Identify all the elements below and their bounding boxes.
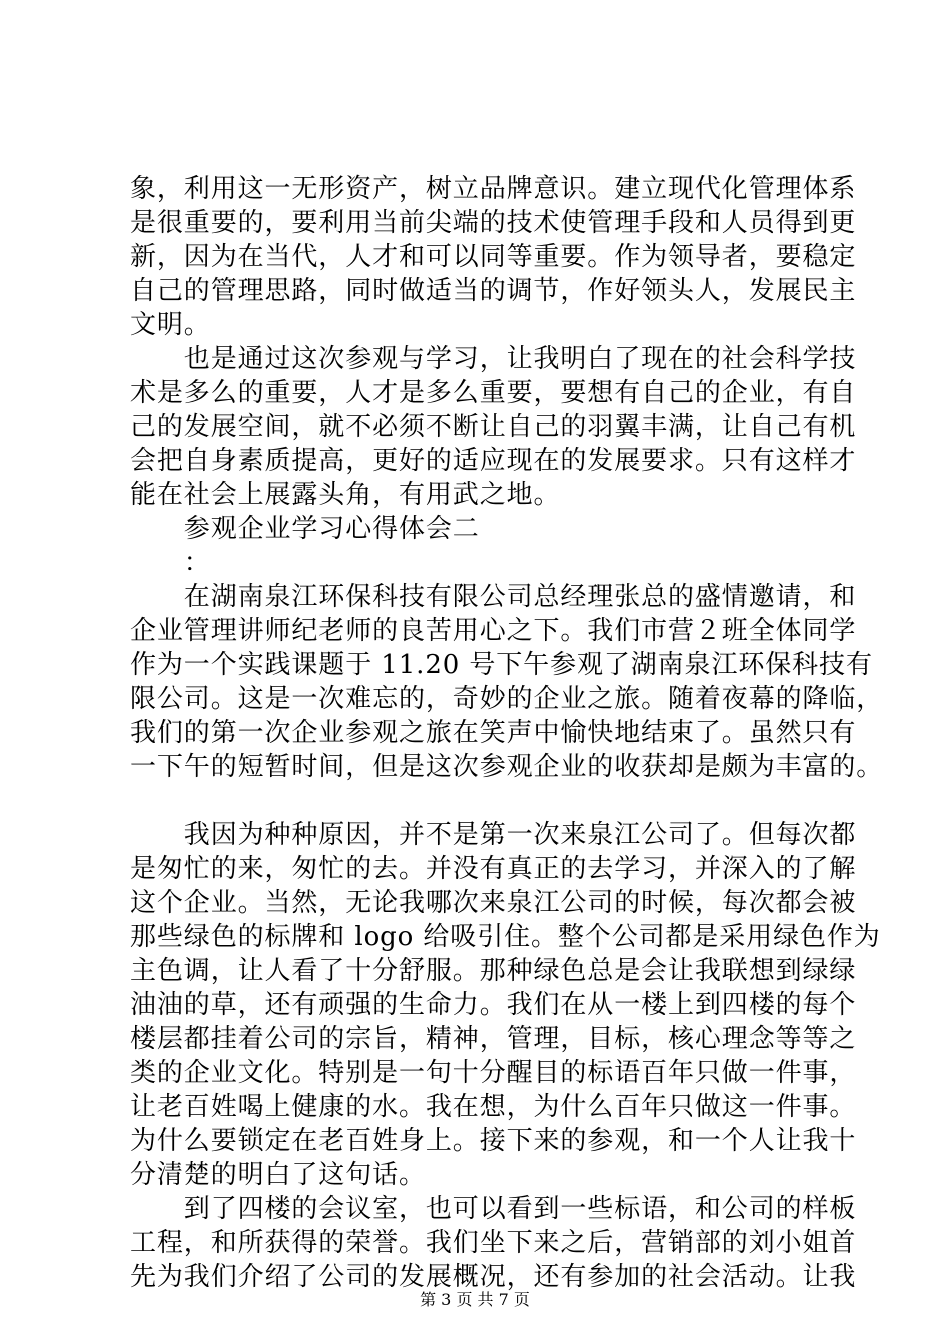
section-heading-colon: ： — [130, 548, 211, 578]
text-line: 我因为种种原因，并不是第一次来泉江公司了。但每次都 — [130, 820, 857, 850]
text-line: 工程，和所获得的荣誉。我们坐下来之后，营销部的刘小姐首 — [130, 1228, 857, 1258]
text-line: 分清楚的明白了这句话。 — [130, 1160, 426, 1190]
text-line: 我们的第一次企业参观之旅在笑声中愉快地结束了。虽然只有 — [130, 718, 857, 748]
text-line: 让老百姓喝上健康的水。我在想，为什么百年只做这一件事。 — [130, 1092, 857, 1122]
text-line: 自己的管理思路，同时做适当的调节，作好领头人，发展民主 — [130, 276, 857, 306]
text-line: 一下午的短暂时间，但是这次参观企业的收获却是颇为丰富的。 — [130, 752, 884, 782]
text-line: 到了四楼的会议室，也可以看到一些标语，和公司的样板 — [130, 1194, 857, 1224]
text-line: 类的企业文化。特别是一句十分醒目的标语百年只做一件事， — [130, 1058, 857, 1088]
text-line: 象，利用这一无形资产，树立品牌意识。建立现代化管理体系 — [130, 174, 857, 204]
text-line: 那些绿色的标牌和 logo 给吸引住。整个公司都是采用绿色作为 — [130, 922, 881, 952]
text-line: 己的发展空间，就不必须不断让自己的羽翼丰满，让自己有机 — [130, 412, 857, 442]
text-line: 术是多么的重要，人才是多么重要，要想有自己的企业，有自 — [130, 378, 857, 408]
text-line: 会把自身素质提高，更好的适应现在的发展要求。只有这样才 — [130, 446, 857, 476]
text-line: 楼层都挂着公司的宗旨，精神，管理，目标，核心理念等等之 — [130, 1024, 857, 1054]
text-line: 是匆忙的来，匆忙的去。并没有真正的去学习，并深入的了解 — [130, 854, 857, 884]
text-line: 在湖南泉江环保科技有限公司总经理张总的盛情邀请，和 — [130, 582, 857, 612]
section-heading: 参观企业学习心得体会二 — [130, 514, 480, 544]
text-line: 这个企业。当然，无论我哪次来泉江公司的时候，每次都会被 — [130, 888, 857, 918]
text-line: 为什么要锁定在老百姓身上。接下来的参观，和一个人让我十 — [130, 1126, 857, 1156]
text-line: 限公司。这是一次难忘的，奇妙的企业之旅。随着夜幕的降临， — [130, 684, 884, 714]
text-line: 也是通过这次参观与学习，让我明白了现在的社会科学技 — [130, 344, 857, 374]
page-number-footer: 第 3 页 共 7 页 — [420, 1290, 530, 1309]
text-line: 主色调，让人看了十分舒服。那种绿色总是会让我联想到绿绿 — [130, 956, 857, 986]
text-line: 文明。 — [130, 310, 211, 340]
text-line: 新，因为在当代，人才和可以同等重要。作为领导者，要稳定 — [130, 242, 857, 272]
text-line: 企业管理讲师纪老师的良苦用心之下。我们市营２班全体同学 — [130, 616, 857, 646]
text-line: 先为我们介绍了公司的发展概况，还有参加的社会活动。让我 — [130, 1262, 857, 1292]
text-line: 是很重要的，要利用当前尖端的技术使管理手段和人员得到更 — [130, 208, 857, 238]
text-line: 油油的草，还有顽强的生命力。我们在从一楼上到四楼的每个 — [130, 990, 857, 1020]
text-line: 能在社会上展露头角，有用武之地。 — [130, 480, 561, 510]
text-line: 作为一个实践课题于 11.20 号下午参观了湖南泉江环保科技有 — [130, 650, 873, 680]
